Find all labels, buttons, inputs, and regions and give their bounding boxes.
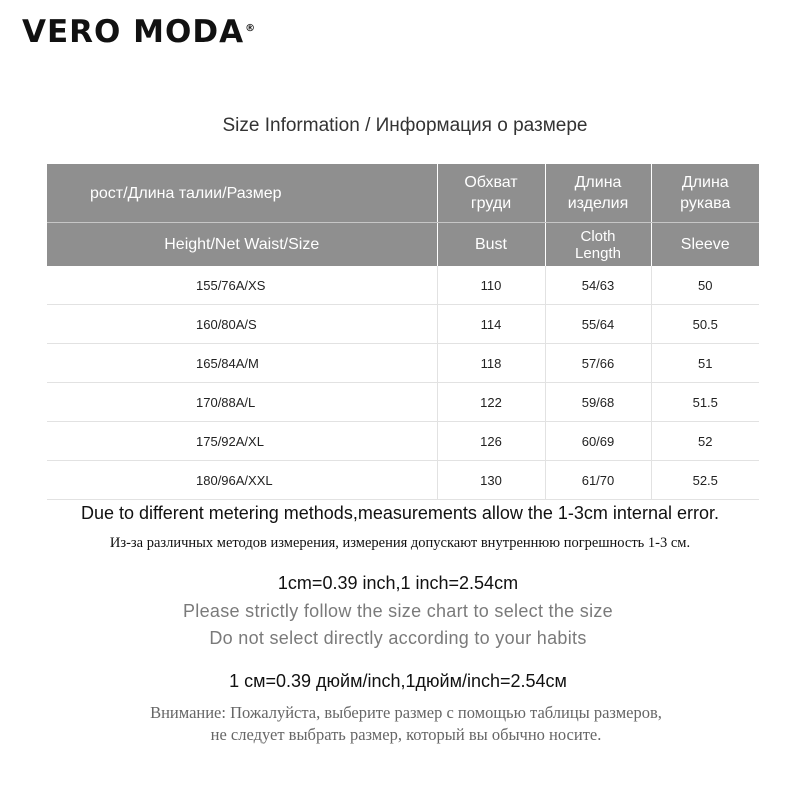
header-bust-en: Bust [437,223,545,267]
header-line: Длина [681,174,729,191]
header-line: рукава [680,195,731,212]
bust-cell: 118 [437,344,545,383]
table-row [47,266,759,305]
header-sleeve-ru [651,164,759,223]
header-line: Длина [574,174,622,191]
size-cell: 175/92A/XL [47,422,437,461]
header-line: Length [575,244,621,262]
table-row [47,461,759,500]
unit-conversion-en: 1cm=0.39 inch,1 inch=2.54cm [277,573,519,593]
table-header-en [47,223,759,267]
bust-cell: 114 [437,305,545,344]
table-row [47,305,759,344]
bust-cell: 122 [437,383,545,422]
bust-cell: 130 [437,461,545,500]
header-line: изделия [567,195,629,212]
sleeve-cell: 50 [651,266,759,305]
size-cell: 160/80A/S [47,305,437,344]
sleeve-cell: 52 [651,422,759,461]
warning-ru-line1: Внимание: Пожалуйста, выберите размер с помощью таблицы размеров, [150,703,662,722]
header-size-en: Height/Net Waist/Size [47,223,437,267]
sleeve-cell: 52.5 [651,461,759,500]
length-cell: 54/63 [545,266,651,305]
header-line: Обхват [464,174,518,191]
table-row [47,383,759,422]
header-length-ru [545,164,651,223]
no-habits-tip: Do not select directly according to your habits [209,628,587,648]
length-cell: 55/64 [545,305,651,344]
size-table [47,164,759,500]
length-cell: 61/70 [545,461,651,500]
table-row [47,422,759,461]
length-cell: 60/69 [545,422,651,461]
size-cell: 170/88A/L [47,383,437,422]
header-size-ru: рост/Длина талии/Размер [47,164,437,223]
brand-logo [22,14,256,50]
bust-cell: 126 [437,422,545,461]
registered-mark: ® [245,22,257,34]
bust-cell: 110 [437,266,545,305]
warning-ru-line2: не следует выбрать размер, который вы обычно носите. [210,725,602,744]
header-bust-ru [437,164,545,223]
size-cell: 165/84A/M [47,344,437,383]
table-row [47,344,759,383]
header-length-en [545,223,651,267]
page-title: Size Information / Информация о размере [222,115,588,136]
sleeve-cell: 51 [651,344,759,383]
sleeve-cell: 51.5 [651,383,759,422]
header-line: Cloth [580,227,616,245]
length-cell: 59/68 [545,383,651,422]
size-cell: 180/96A/XXL [47,461,437,500]
header-line: груди [470,195,512,212]
table-header-ru [47,164,759,223]
size-cell: 155/76A/XS [47,266,437,305]
follow-chart-tip: Please strictly follow the size chart to select the size [183,601,613,621]
measurement-error-note-en: Due to different metering methods,measurements allow the 1-3cm internal error. [81,503,719,523]
measurement-error-note-ru: Из-за различных методов измерения, измерения допускают внутреннюю погрешность 1-3 см. [109,535,691,551]
sleeve-cell: 50.5 [651,305,759,344]
unit-conversion-ru: 1 см=0.39 дюйм/inch,1дюйм/inch=2.54см [229,671,567,691]
length-cell: 57/66 [545,344,651,383]
header-sleeve-en: Sleeve [651,223,759,267]
brand-name: VERO MODA [22,14,245,50]
